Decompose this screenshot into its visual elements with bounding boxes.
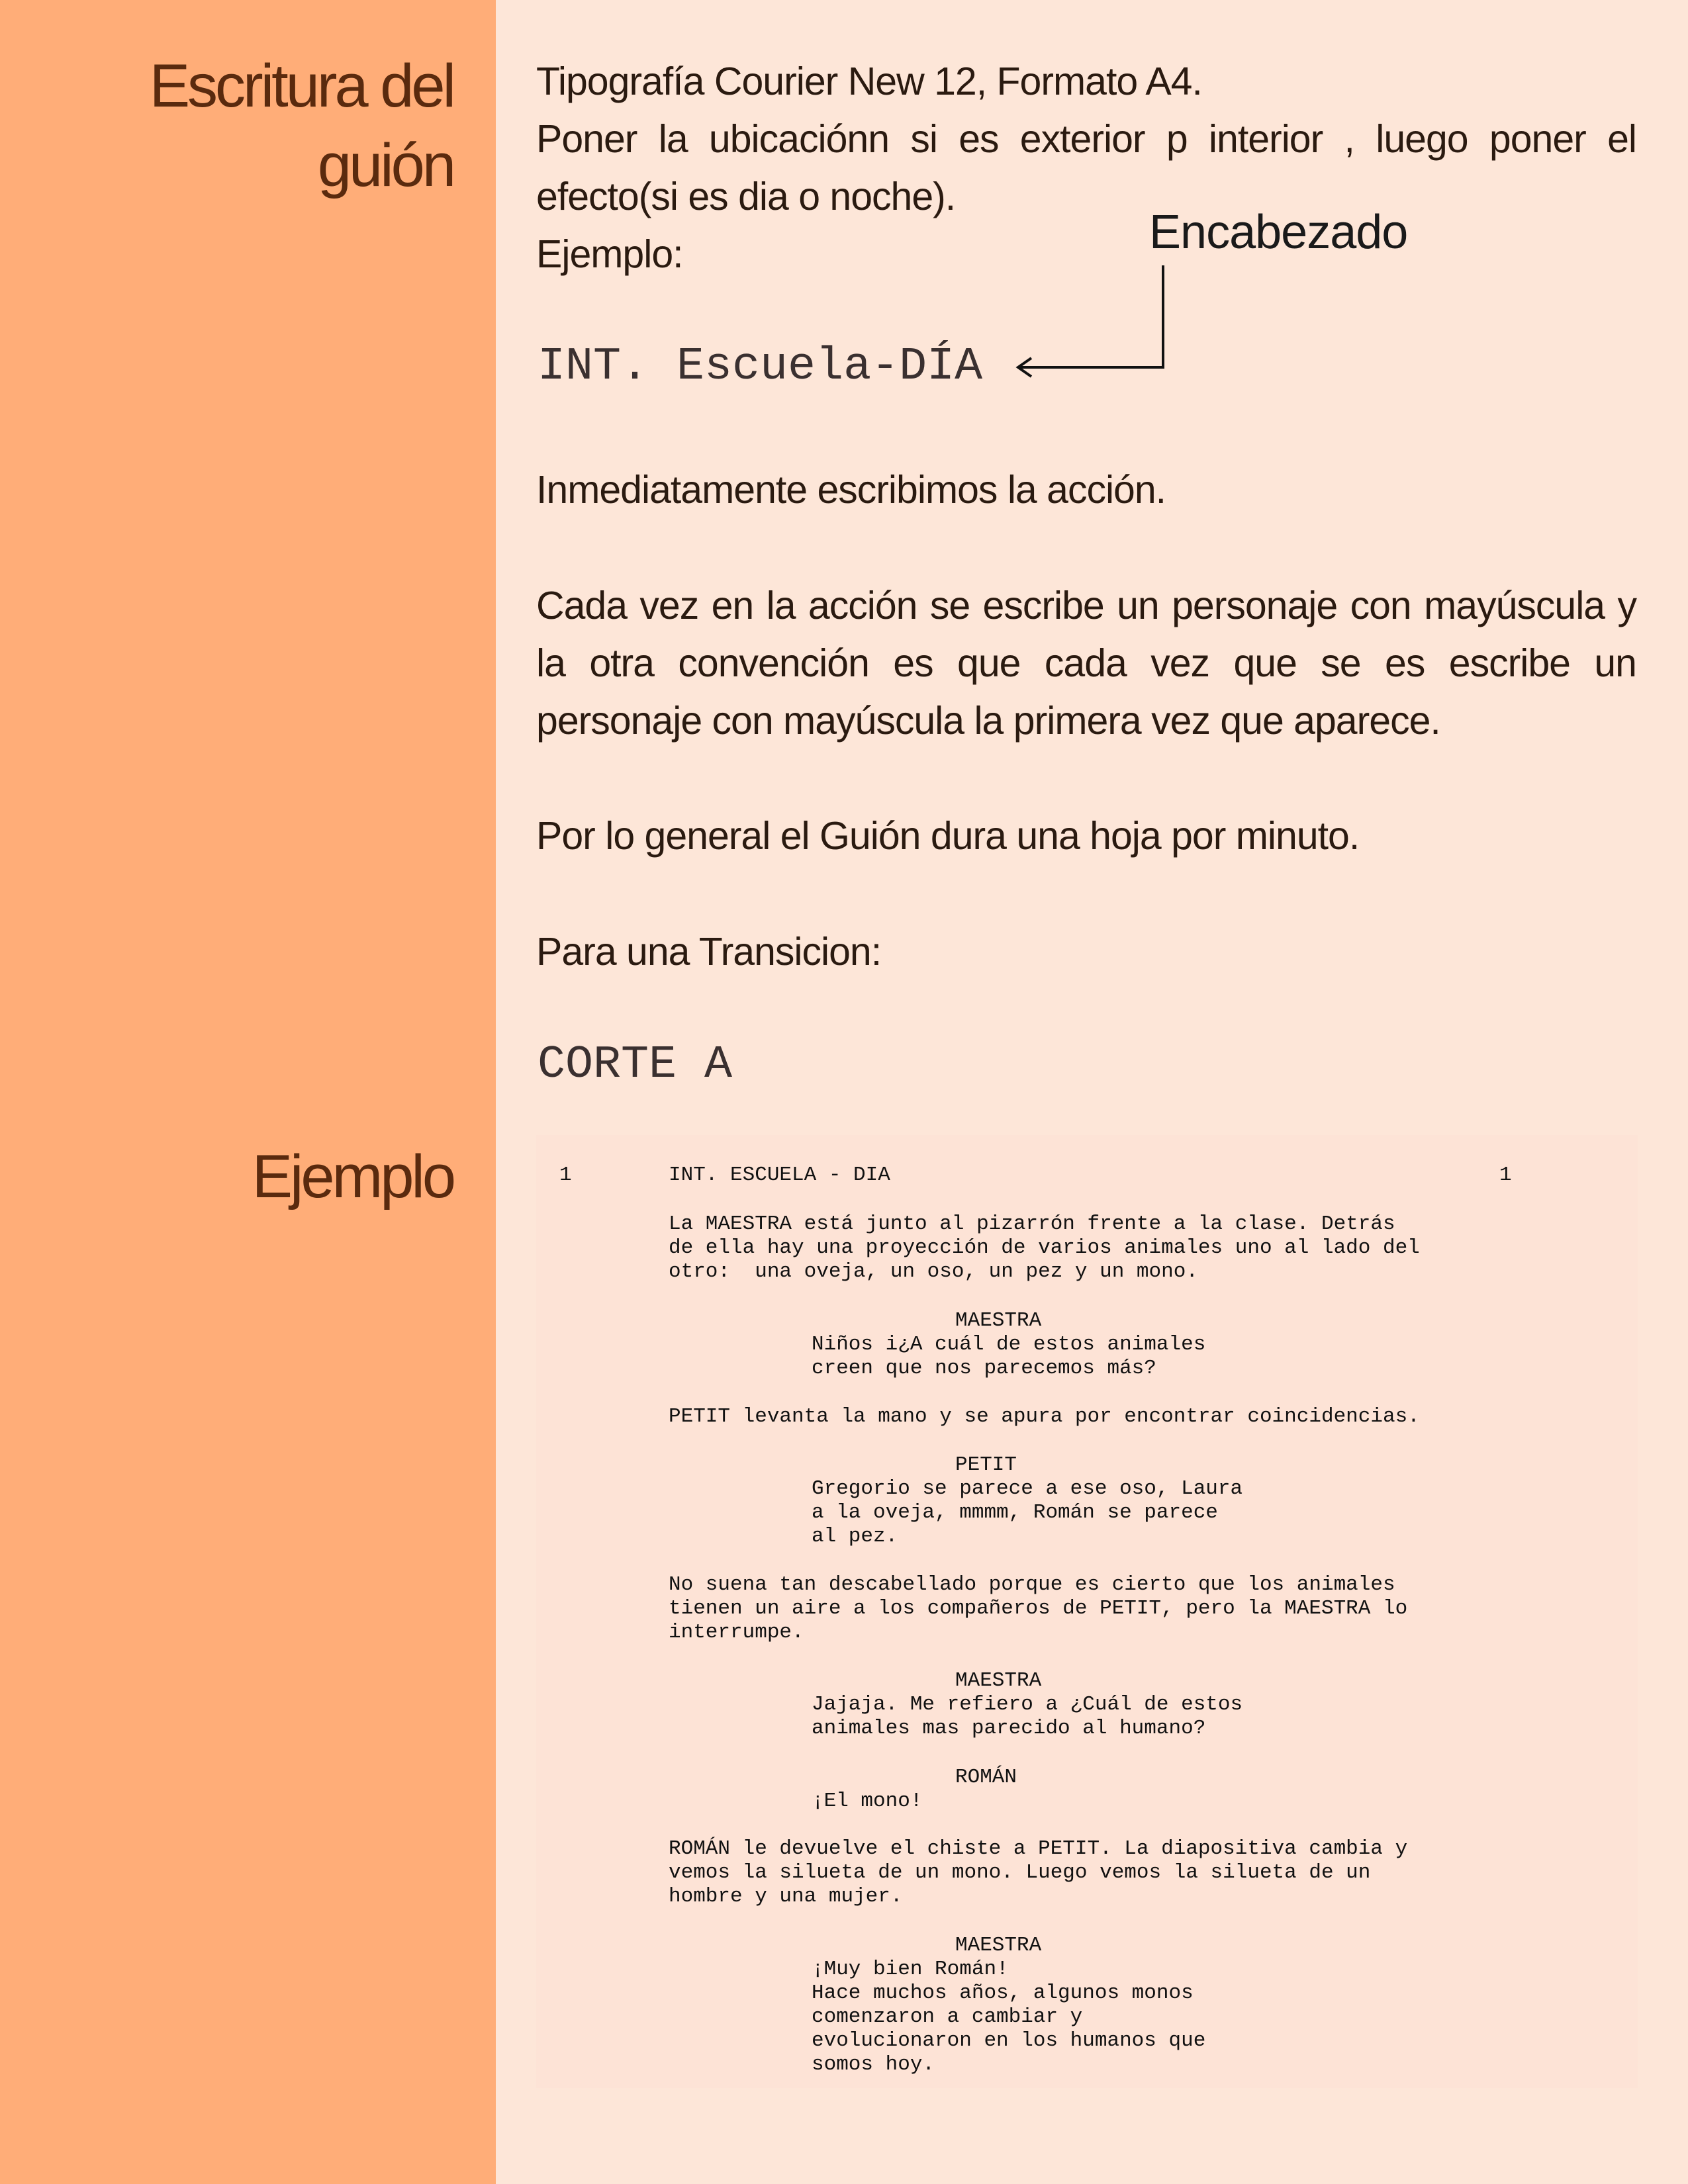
script-action: ROMÁN le devuelve el chiste a PETIT. La diapositiva cambia y vemos la silueta de un mono. Luego vemos la silueta de un hombre y una mujer. [669,1837,1408,1908]
scene-number-right: 1 [1499,1163,1512,1187]
paragraph-transition: Para una Transicion: [536,930,882,974]
paragraph-character-convention: Cada vez en la acción se escribe un personaje con mayúscula y la otra convención es que cada vez que se es escribe un personaje con mayúscula la primera vez que aparece. [536,584,1636,743]
transition-example: CORTE A [538,1039,733,1091]
sidebar [0,0,496,2184]
script-dialogue: Niños i¿A cuál de estos animales creen que nos parecemos más? [812,1333,1206,1380]
script-dialogue: ¡El mono! [812,1790,923,1813]
script-scene-heading: INT. ESCUELA - DIA [669,1163,890,1187]
section-title-escritura [150,46,453,205]
scene-number-left: 1 [559,1163,572,1187]
annotation-arrow-icon [1006,261,1178,387]
script-action: No suena tan descabellado porque es cierto que los animales tienen un aire a los compañeros de PETIT, pero la MAESTRA lo interrumpe. [669,1573,1408,1644]
intro-line-location: Poner la ubicaciónn si es exterior p interior , luego poner el efecto(si es dia o noche). [536,117,1636,218]
script-dialogue: Gregorio se parece a ese oso, Laura a la oveja, mmmm, Román se parece al pez. [812,1477,1243,1548]
paragraph-action: Inmediatamente escribimos la acción. [536,468,1166,512]
script-character: MAESTRA [955,1669,1042,1692]
paragraph-intro [536,53,1636,283]
section-title-line2: guión [317,132,453,199]
header-annotation-label: Encabezado [1149,206,1408,259]
scene-header-example: INT. Escuela-DÍA [538,341,983,393]
script-dialogue: Jajaja. Me refiero a ¿Cuál de estos animales mas parecido al humano? [812,1693,1243,1740]
script-character: MAESTRA [955,1934,1042,1957]
script-character: PETIT [955,1453,1017,1477]
script-dialogue: ¡Muy bien Román! Hace muchos años, algunos monos comenzaron a cambiar y evolucionaron en los humanos que somos hoy. [812,1958,1206,2076]
script-action: La MAESTRA está junto al pizarrón frente a la clase. Detrás de ella hay una proyección de varios animales uno al lado del otro: una oveja, un oso, un pez y un mono. [669,1212,1420,1283]
script-character: ROMÁN [955,1766,1017,1789]
intro-line-font: Tipografía Courier New 12, Formato A4. [536,60,1202,103]
section-title-ejemplo: Ejemplo [252,1143,453,1210]
section-title-line1: Escritura del [149,52,453,120]
script-character: MAESTRA [955,1309,1042,1332]
intro-line-example: Ejemplo: [536,232,683,276]
script-action: PETIT levanta la mano y se apura por encontrar coincidencias. [669,1405,1420,1428]
paragraph-duration: Por lo general el Guión dura una hoja por minuto. [536,814,1360,858]
